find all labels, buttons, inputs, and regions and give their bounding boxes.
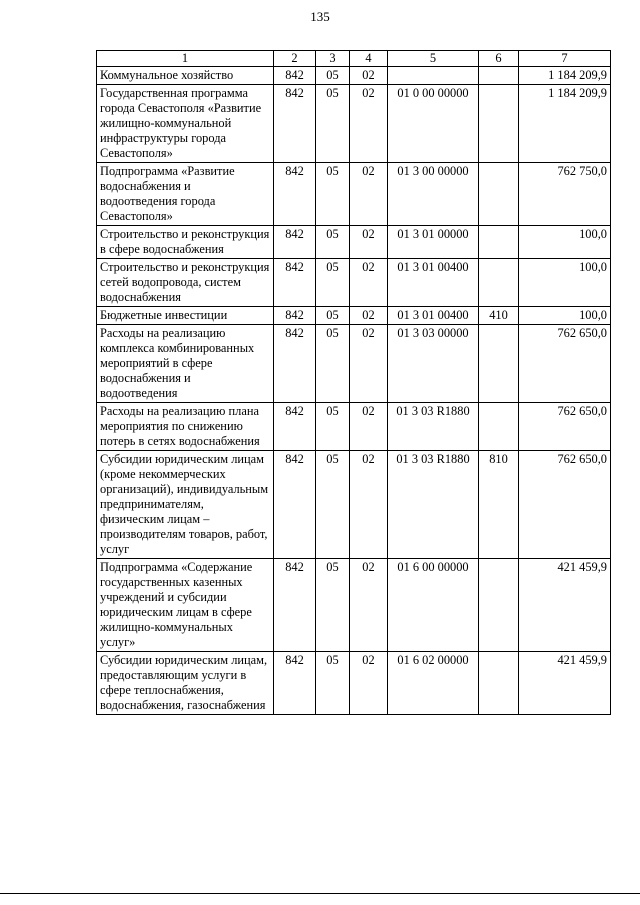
- row-name: Подпрограмма «Содержание государственных казенных учреждений и субсидии юридическим лицам в сфере жилищно-коммунальных услуг»: [97, 559, 274, 652]
- row-podr: 02: [350, 67, 388, 85]
- row-podr: 02: [350, 403, 388, 451]
- row-ved: 842: [274, 226, 316, 259]
- row-csr: [388, 67, 479, 85]
- row-podr: 02: [350, 163, 388, 226]
- bottom-rule: [0, 893, 640, 894]
- column-number: 5: [388, 51, 479, 67]
- row-ved: 842: [274, 67, 316, 85]
- table-row: [97, 451, 611, 559]
- row-podr: 02: [350, 307, 388, 325]
- row-vr: [479, 559, 519, 652]
- row-name: Расходы на реализацию комплекса комбинированных мероприятий в сфере водоснабжения и водоотведения: [97, 325, 274, 403]
- row-sum: 762 750,0: [519, 163, 611, 226]
- row-podr: 02: [350, 85, 388, 163]
- row-csr: 01 3 03 R1880: [388, 451, 479, 559]
- row-ved: 842: [274, 559, 316, 652]
- row-vr: [479, 85, 519, 163]
- budget-table: [96, 50, 611, 715]
- row-razd: 05: [316, 451, 350, 559]
- row-csr: 01 6 00 00000: [388, 559, 479, 652]
- row-vr: [479, 325, 519, 403]
- row-razd: 05: [316, 652, 350, 715]
- row-vr: [479, 67, 519, 85]
- row-ved: 842: [274, 325, 316, 403]
- row-sum: 421 459,9: [519, 559, 611, 652]
- row-sum: 762 650,0: [519, 325, 611, 403]
- row-razd: 05: [316, 67, 350, 85]
- row-csr: 01 3 01 00000: [388, 226, 479, 259]
- row-ved: 842: [274, 163, 316, 226]
- row-csr: 01 3 01 00400: [388, 307, 479, 325]
- row-csr: 01 3 01 00400: [388, 259, 479, 307]
- row-csr: 01 3 00 00000: [388, 163, 479, 226]
- row-sum: 100,0: [519, 226, 611, 259]
- column-number-row: [97, 51, 611, 67]
- table-row: [97, 403, 611, 451]
- row-vr: 810: [479, 451, 519, 559]
- row-razd: 05: [316, 325, 350, 403]
- row-sum: 100,0: [519, 307, 611, 325]
- row-ved: 842: [274, 451, 316, 559]
- table-row: [97, 226, 611, 259]
- row-csr: 01 3 03 00000: [388, 325, 479, 403]
- row-razd: 05: [316, 226, 350, 259]
- row-csr: 01 0 00 00000: [388, 85, 479, 163]
- row-vr: 410: [479, 307, 519, 325]
- row-razd: 05: [316, 559, 350, 652]
- row-razd: 05: [316, 85, 350, 163]
- column-number: 2: [274, 51, 316, 67]
- row-vr: [479, 403, 519, 451]
- row-vr: [479, 652, 519, 715]
- row-name: Подпрограмма «Развитие водоснабжения и водоотведения города Севастополя»: [97, 163, 274, 226]
- row-podr: 02: [350, 559, 388, 652]
- row-vr: [479, 163, 519, 226]
- row-name: Коммунальное хозяйство: [97, 67, 274, 85]
- column-number: 7: [519, 51, 611, 67]
- row-csr: 01 3 03 R1880: [388, 403, 479, 451]
- row-podr: 02: [350, 652, 388, 715]
- row-podr: 02: [350, 226, 388, 259]
- column-number: 4: [350, 51, 388, 67]
- row-podr: 02: [350, 259, 388, 307]
- row-podr: 02: [350, 325, 388, 403]
- column-number: 3: [316, 51, 350, 67]
- row-razd: 05: [316, 259, 350, 307]
- table-row: [97, 307, 611, 325]
- row-name: Государственная программа города Севастополя «Развитие жилищно-коммунальной инфраструктуры города Севастополя»: [97, 85, 274, 163]
- row-ved: 842: [274, 85, 316, 163]
- row-sum: 100,0: [519, 259, 611, 307]
- row-name: Бюджетные инвестиции: [97, 307, 274, 325]
- column-number: 1: [97, 51, 274, 67]
- table-row: [97, 559, 611, 652]
- row-name: Расходы на реализацию плана мероприятия по снижению потерь в сетях водоснабжения: [97, 403, 274, 451]
- row-razd: 05: [316, 163, 350, 226]
- row-ved: 842: [274, 652, 316, 715]
- row-razd: 05: [316, 307, 350, 325]
- column-number: 6: [479, 51, 519, 67]
- table-row: [97, 652, 611, 715]
- row-ved: 842: [274, 307, 316, 325]
- row-vr: [479, 259, 519, 307]
- row-ved: 842: [274, 259, 316, 307]
- page-number: 135: [310, 9, 330, 24]
- row-csr: 01 6 02 00000: [388, 652, 479, 715]
- row-vr: [479, 226, 519, 259]
- table-row: [97, 259, 611, 307]
- row-name: Субсидии юридическим лицам, предоставляющим услуги в сфере теплоснабжения, водоснабжения, газоснабжения: [97, 652, 274, 715]
- table-row: [97, 163, 611, 226]
- row-sum: 421 459,9: [519, 652, 611, 715]
- table-row: [97, 67, 611, 85]
- row-sum: 1 184 209,9: [519, 85, 611, 163]
- table-row: [97, 85, 611, 163]
- row-razd: 05: [316, 403, 350, 451]
- row-sum: 762 650,0: [519, 451, 611, 559]
- row-ved: 842: [274, 403, 316, 451]
- row-name: Субсидии юридическим лицам (кроме некоммерческих организаций), индивидуальным предпринимателям, физическим лицам – производителям товаров, работ, услуг: [97, 451, 274, 559]
- row-sum: 762 650,0: [519, 403, 611, 451]
- row-name: Строительство и реконструкция сетей водопровода, систем водоснабжения: [97, 259, 274, 307]
- row-sum: 1 184 209,9: [519, 67, 611, 85]
- row-name: Строительство и реконструкция в сфере водоснабжения: [97, 226, 274, 259]
- row-podr: 02: [350, 451, 388, 559]
- table-row: [97, 325, 611, 403]
